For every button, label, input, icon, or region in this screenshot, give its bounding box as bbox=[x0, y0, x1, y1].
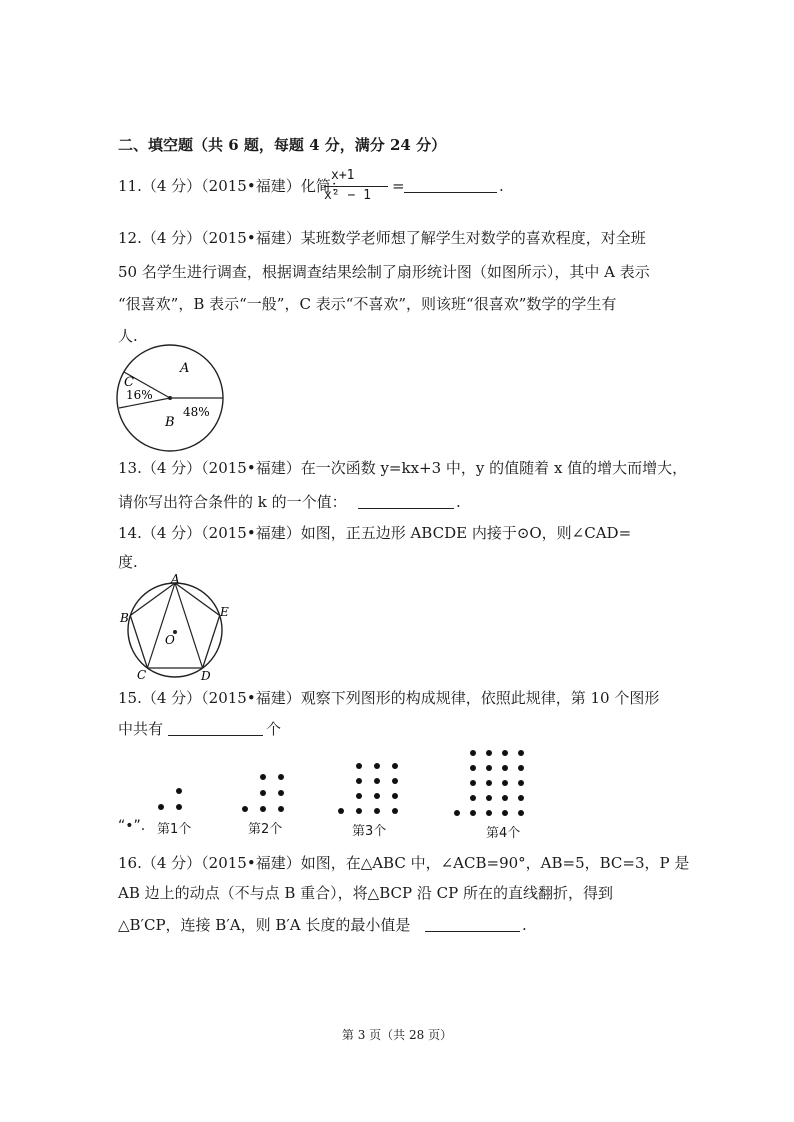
dot bbox=[518, 810, 524, 816]
question-11-prefix: 11.（4 分）（2015•福建）化简： bbox=[118, 177, 346, 195]
answer-blank-15[interactable] bbox=[168, 720, 263, 736]
figure-label-3: 第3个 bbox=[352, 824, 387, 839]
figure-label-2: 第2个 bbox=[248, 822, 283, 837]
pie-center bbox=[168, 396, 172, 400]
dot bbox=[518, 765, 524, 771]
answer-blank-13[interactable] bbox=[358, 493, 454, 509]
dot bbox=[338, 808, 344, 814]
question-12-line2: 50 名学生进行调查，根据调查结果绘制了扇形统计图（如图所示），其中 A 表示 bbox=[118, 263, 650, 281]
question-11-equals: = bbox=[392, 177, 405, 195]
dot bbox=[392, 808, 398, 814]
dot bbox=[158, 804, 164, 810]
section-title: 二、填空题（共 6 题，每题 4 分，满分 24 分） bbox=[118, 136, 447, 154]
fraction-bar bbox=[324, 186, 388, 187]
center-label-o: O bbox=[165, 633, 175, 647]
dot bbox=[470, 810, 476, 816]
dot bbox=[518, 780, 524, 786]
dot bbox=[278, 774, 284, 780]
answer-blank-16[interactable] bbox=[425, 916, 520, 932]
dot bbox=[278, 806, 284, 812]
dot bbox=[486, 795, 492, 801]
dot bbox=[470, 750, 476, 756]
dot bbox=[502, 750, 508, 756]
question-13-line2: 请你写出符合条件的 k 的一个值： bbox=[118, 493, 347, 511]
dot bbox=[242, 806, 248, 812]
dot bbox=[470, 795, 476, 801]
dot bbox=[176, 804, 182, 810]
dot bbox=[518, 795, 524, 801]
vertex-label-d: D bbox=[201, 669, 211, 683]
dot bbox=[518, 750, 524, 756]
question-12-line1: 12.（4 分）（2015•福建）某班数学老师想了解学生对数学的喜欢程度，对全班 bbox=[118, 229, 646, 247]
figure-label-1: 第1个 bbox=[157, 822, 192, 837]
dot bbox=[454, 810, 460, 816]
question-14-line2: 度. bbox=[118, 553, 138, 571]
fraction-numerator: x+1 bbox=[331, 168, 355, 183]
question-14-line1: 14.（4 分）（2015•福建）如图，正五边形 ABCDE 内接于⊙O，则∠CAD= bbox=[118, 524, 632, 542]
dot bbox=[356, 778, 362, 784]
question-15-line1: 15.（4 分）（2015•福建）观察下列图形的构成规律，依照此规律，第 10 个图形 bbox=[118, 689, 660, 707]
question-16-line3: △B′CP，连接 B′A，则 B′A 长度的最小值是 bbox=[118, 916, 411, 934]
dot bbox=[486, 765, 492, 771]
dot bbox=[502, 780, 508, 786]
vertex-label-a: A bbox=[171, 573, 180, 586]
dot bbox=[278, 790, 284, 796]
pie-label-c: C bbox=[124, 375, 134, 390]
dot bbox=[260, 774, 266, 780]
figure-label-4: 第4个 bbox=[486, 826, 521, 841]
dot bbox=[374, 763, 380, 769]
question-16-line2: AB 边上的动点（不与点 B 重合），将△BCP 沿 CP 所在的直线翻折，得到 bbox=[118, 884, 613, 902]
dot bbox=[470, 765, 476, 771]
pie-label-b: B bbox=[165, 415, 175, 430]
dot bbox=[374, 778, 380, 784]
pie-label-a: A bbox=[180, 361, 190, 376]
segment-ad bbox=[175, 583, 203, 668]
page-footer: 第 3 页（共 28 页） bbox=[341, 1028, 453, 1042]
dot bbox=[486, 810, 492, 816]
question-16-line1: 16.（4 分）（2015•福建）如图，在△ABC 中，∠ACB=90°，AB=5，BC=3，P 是 bbox=[118, 854, 690, 872]
dot bbox=[356, 808, 362, 814]
pie-chart-figure bbox=[110, 342, 250, 454]
dot bbox=[374, 808, 380, 814]
question-12-line4: 人. bbox=[118, 327, 138, 345]
question-13-line1: 13.（4 分）（2015•福建）在一次函数 y=kx+3 中，y 的值随着 x 值的增大而增大， bbox=[118, 459, 688, 477]
dot bbox=[502, 795, 508, 801]
dot bbox=[502, 810, 508, 816]
question-13-end: . bbox=[456, 493, 461, 511]
dot bbox=[260, 790, 266, 796]
vertex-label-e: E bbox=[220, 605, 229, 619]
segment-ac bbox=[147, 583, 175, 668]
dot bbox=[392, 778, 398, 784]
dot bbox=[392, 763, 398, 769]
dot bbox=[260, 806, 266, 812]
question-11-end: . bbox=[499, 177, 504, 195]
pentagon-circle-figure bbox=[115, 573, 240, 683]
dot bbox=[470, 780, 476, 786]
vertex-label-c: C bbox=[137, 668, 147, 682]
pie-pct-b: 48% bbox=[183, 405, 210, 419]
dot bbox=[392, 793, 398, 799]
question-16-end: . bbox=[522, 916, 527, 934]
dot bbox=[486, 780, 492, 786]
answer-blank-11[interactable] bbox=[404, 177, 497, 193]
dot bbox=[502, 765, 508, 771]
dot bbox=[374, 793, 380, 799]
dot bbox=[356, 793, 362, 799]
dot bbox=[356, 763, 362, 769]
question-15-line2-suffix: 个 bbox=[266, 720, 282, 738]
dot-symbol-note: “•”. bbox=[118, 818, 146, 834]
question-15-line2-prefix: 中共有 bbox=[118, 720, 164, 738]
question-12-line3: “很喜欢”，B 表示“一般”，C 表示“不喜欢”，则该班“很喜欢”数学的学生有 bbox=[118, 295, 617, 313]
fraction-denominator: x² − 1 bbox=[324, 188, 371, 203]
vertex-label-b: B bbox=[120, 611, 129, 625]
pie-pct-c: 16% bbox=[126, 388, 153, 402]
dot bbox=[486, 750, 492, 756]
dot bbox=[176, 788, 182, 794]
